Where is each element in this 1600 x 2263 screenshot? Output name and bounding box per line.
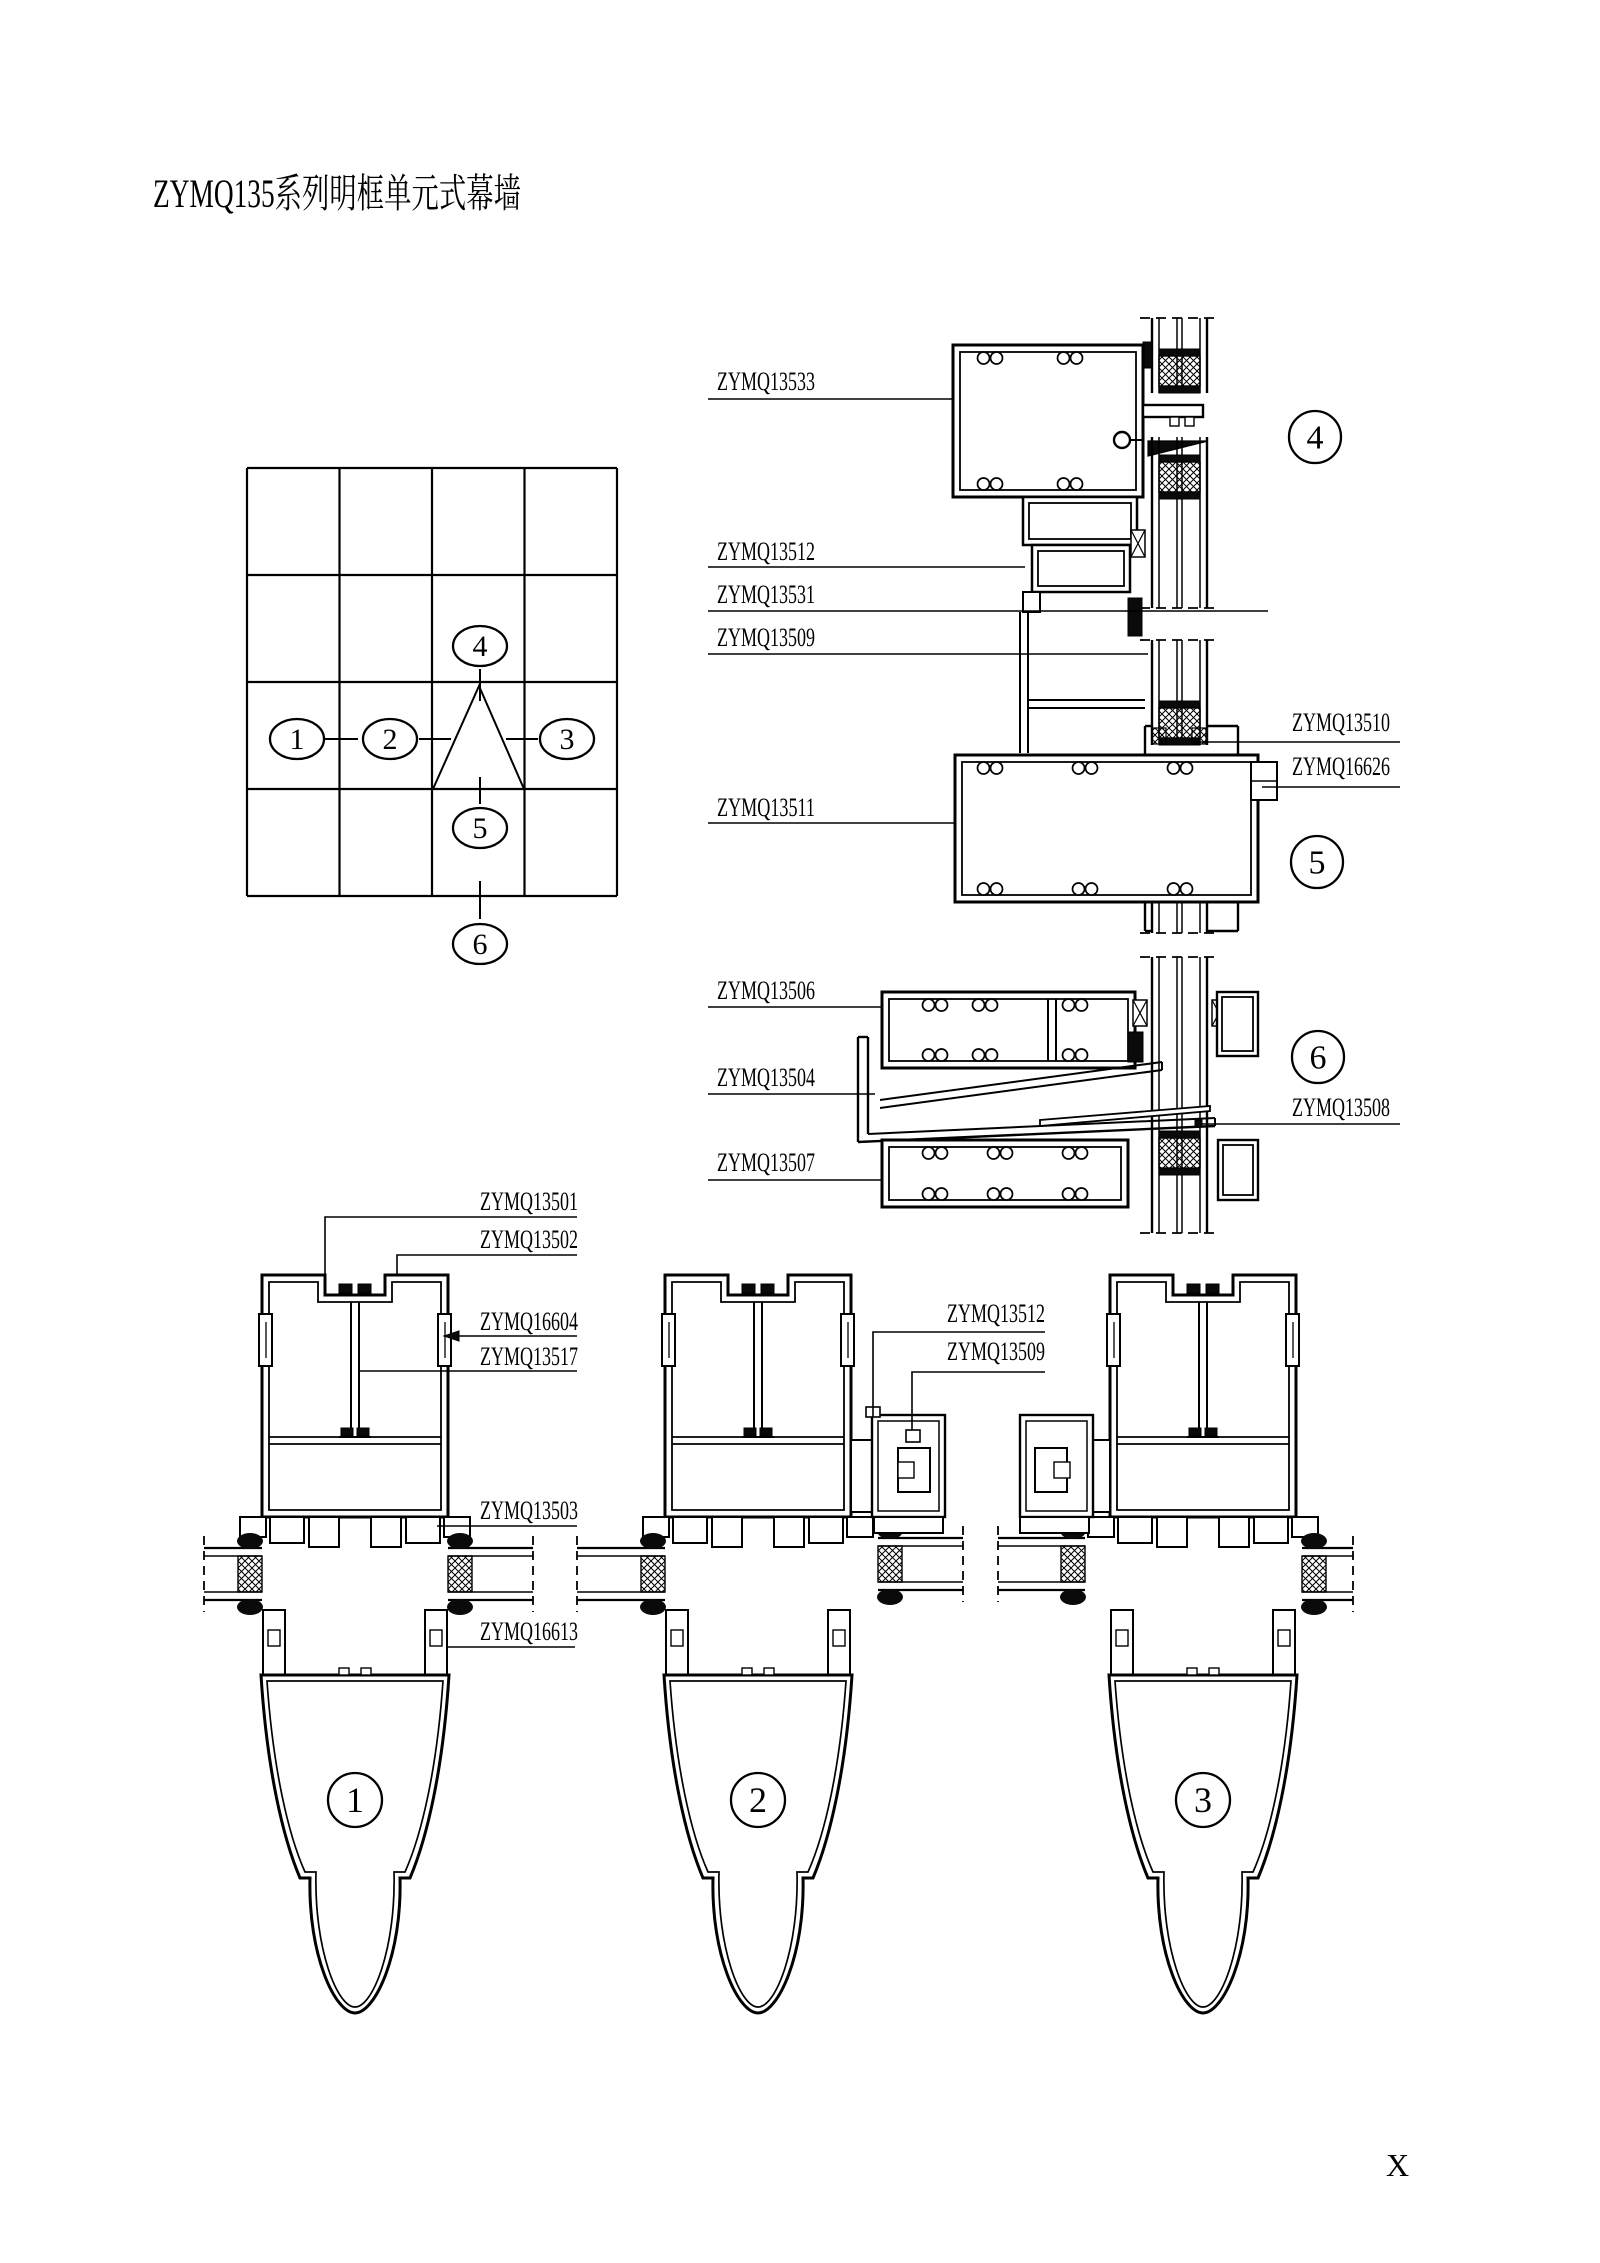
detail-circle-6: 6 — [1309, 1039, 1327, 1077]
part-label-zymq16626: ZYMQ16626 — [1292, 752, 1390, 781]
part-label-zymq13512b: ZYMQ13512 — [947, 1299, 1045, 1328]
part-label-zymq13507: ZYMQ13507 — [717, 1148, 815, 1177]
key-plan — [247, 468, 617, 964]
part-label-zymq13510: ZYMQ13510 — [1292, 708, 1390, 737]
part-label-zymq13501: ZYMQ13501 — [480, 1187, 578, 1216]
keyplan-callout-3: 3 — [559, 723, 575, 757]
part-label-zymq13506: ZYMQ13506 — [717, 976, 815, 1005]
page-marker: X — [1386, 2147, 1410, 2183]
detail-6-section — [858, 957, 1344, 1233]
keyplan-callout-5: 5 — [472, 812, 488, 846]
section-marker-1: 1 — [346, 1780, 364, 1821]
part-label-zymq13512a: ZYMQ13512 — [717, 537, 815, 566]
page-title: ZYMQ135系列明框单元式幕墙 — [153, 171, 521, 216]
part-label-zymq13517: ZYMQ13517 — [480, 1342, 578, 1371]
part-label-zymq13531: ZYMQ13531 — [717, 580, 815, 609]
keyplan-callout-4: 4 — [472, 630, 488, 664]
keyplan-callout-6: 6 — [472, 928, 488, 962]
detail-4-section — [953, 318, 1341, 753]
part-label-zymq13508: ZYMQ13508 — [1292, 1093, 1390, 1122]
detail-circle-5: 5 — [1308, 844, 1326, 882]
part-label-zymq13502: ZYMQ13502 — [480, 1225, 578, 1254]
keyplan-callout-2: 2 — [382, 723, 398, 757]
part-label-zymq13533: ZYMQ13533 — [717, 367, 815, 396]
part-label-zymq13504: ZYMQ13504 — [717, 1063, 815, 1092]
section-marker-2: 2 — [749, 1780, 767, 1821]
part-label-zymq13503: ZYMQ13503 — [480, 1496, 578, 1525]
part-label-zymq16613: ZYMQ16613 — [480, 1617, 578, 1646]
keyplan-callout-1: 1 — [289, 723, 305, 757]
section-marker-3: 3 — [1194, 1780, 1212, 1821]
part-label-zymq16604: ZYMQ16604 — [480, 1307, 578, 1336]
part-label-zymq13511: ZYMQ13511 — [717, 793, 815, 822]
part-label-zymq13509b: ZYMQ13509 — [947, 1337, 1045, 1366]
detail-circle-4: 4 — [1306, 419, 1324, 457]
part-label-zymq13509a: ZYMQ13509 — [717, 623, 815, 652]
vertical-sections-1-2-3 — [204, 1275, 1353, 2013]
